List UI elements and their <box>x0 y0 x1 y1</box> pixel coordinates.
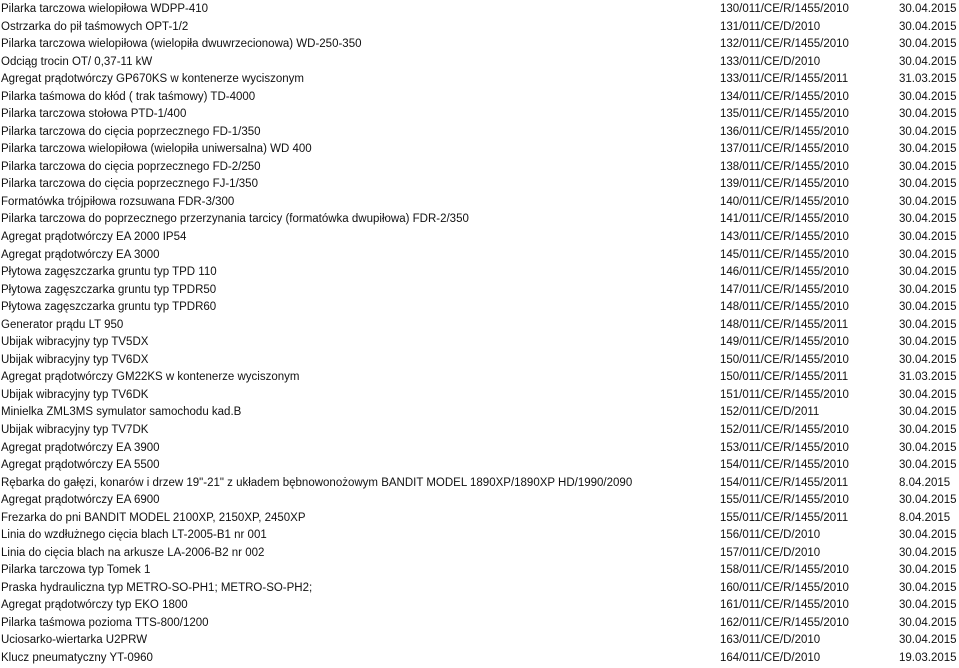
expiry-date: 30.04.2015 <box>899 143 957 156</box>
certificate-number: 158/011/CE/R/1455/2010 <box>720 564 849 577</box>
table-row <box>0 53 959 72</box>
machine-name: Rębarka do gałęzi, konarów i drzew 19"-21" z układem bębnowonożowym BANDIT MODEL 1890XP/1890XP HD/1990/2090 <box>1 476 633 489</box>
machine-name: Linia do cięcia blach na arkusze LA-2006-B2 nr 002 <box>1 546 265 559</box>
certificate-number: 140/011/CE/R/1455/2010 <box>720 195 849 208</box>
table-row <box>0 35 959 54</box>
machine-name: Agregat prądotwórczy GP670KS w kontenerze wyciszonym <box>1 73 304 86</box>
table-row <box>0 614 959 633</box>
table-row <box>0 175 959 194</box>
expiry-date: 30.04.2015 <box>899 616 957 629</box>
table-row <box>0 596 959 615</box>
machine-name: Ubijak wibracyjny typ TV6DK <box>1 388 149 401</box>
machine-name: Pilarka tarczowa do cięcia poprzecznego FJ-1/350 <box>1 178 258 191</box>
table-row <box>0 509 959 528</box>
machine-name: Odciąg trocin OT/ 0,37-11 kW <box>1 55 153 68</box>
machine-name: Praska hydrauliczna typ METRO-SO-PH1; METRO-SO-PH2; <box>1 581 313 594</box>
certificate-number: 130/011/CE/R/1455/2010 <box>720 3 849 15</box>
expiry-date: 8.04.2015 <box>899 476 951 489</box>
table-row <box>0 368 959 387</box>
machine-name: Pilarka tarczowa wielopiłowa (wielopiła uniwersalna) WD 400 <box>1 143 312 156</box>
machine-name: Frezarka do pni BANDIT MODEL 2100XP, 2150XP, 2450XP <box>1 511 306 524</box>
certificate-number: 149/011/CE/R/1455/2010 <box>720 336 849 349</box>
certificate-number: 141/011/CE/R/1455/2010 <box>720 213 849 226</box>
expiry-date: 30.04.2015 <box>899 231 957 244</box>
machine-name: Uciosarko-wiertarka U2PRW <box>1 634 148 647</box>
table-row <box>0 193 959 212</box>
table-row <box>0 0 959 19</box>
expiry-date: 30.04.2015 <box>899 599 957 612</box>
certificate-number: 147/011/CE/R/1455/2010 <box>720 283 849 296</box>
expiry-date: 30.04.2015 <box>899 195 957 208</box>
machine-name: Formatówka trójpiłowa rozsuwana FDR-3/300 <box>1 195 235 208</box>
expiry-date: 30.04.2015 <box>899 406 957 419</box>
machine-name: Pilarka tarczowa wielopiłowa WDPP-410 <box>1 3 209 15</box>
expiry-date: 30.04.2015 <box>899 38 957 51</box>
table-row <box>0 281 959 300</box>
expiry-date: 31.03.2015 <box>899 73 957 86</box>
certificate-number: 161/011/CE/R/1455/2010 <box>720 599 849 612</box>
expiry-date: 30.04.2015 <box>899 388 957 401</box>
expiry-date: 30.04.2015 <box>899 581 957 594</box>
expiry-date: 19.03.2015 <box>899 651 957 664</box>
table-row <box>0 491 959 510</box>
table-row <box>0 474 959 493</box>
expiry-date: 30.04.2015 <box>899 353 957 366</box>
certificate-number: 131/011/CE/D/2010 <box>720 20 821 33</box>
expiry-date: 30.04.2015 <box>899 459 957 472</box>
table-row <box>0 403 959 422</box>
certificate-number: 139/011/CE/R/1455/2010 <box>720 178 849 191</box>
table-row <box>0 439 959 458</box>
expiry-date: 30.04.2015 <box>899 336 957 349</box>
expiry-date: 30.04.2015 <box>899 441 957 454</box>
expiry-date: 31.03.2015 <box>899 371 957 384</box>
machine-name: Pilarka taśmowa pozioma TTS-800/1200 <box>1 616 209 629</box>
table-row <box>0 333 959 352</box>
expiry-date: 30.04.2015 <box>899 494 957 507</box>
machine-name: Agregat prądotwórczy EA 3000 <box>1 248 160 261</box>
machine-name: Linia do wzdłużnego cięcia blach LT-2005-B1 nr 001 <box>1 529 267 542</box>
table-row <box>0 18 959 37</box>
certificate-number: 154/011/CE/R/1455/2011 <box>720 476 849 489</box>
certificate-number: 132/011/CE/R/1455/2010 <box>720 38 849 51</box>
certificate-number: 150/011/CE/R/1455/2011 <box>720 371 849 384</box>
certificate-number: 143/011/CE/R/1455/2010 <box>720 231 849 244</box>
table-row <box>0 105 959 124</box>
certificate-number: 154/011/CE/R/1455/2010 <box>720 459 849 472</box>
expiry-date: 30.04.2015 <box>899 634 957 647</box>
machine-name: Ostrzarka do pił taśmowych OPT-1/2 <box>1 20 189 33</box>
table-row <box>0 421 959 440</box>
expiry-date: 30.04.2015 <box>899 90 957 103</box>
machine-name: Agregat prądotwórczy EA 2000 IP54 <box>1 231 187 244</box>
expiry-date: 30.04.2015 <box>899 55 957 68</box>
table-row <box>0 210 959 229</box>
certificate-number: 162/011/CE/R/1455/2010 <box>720 616 849 629</box>
certificate-number: 160/011/CE/R/1455/2010 <box>720 581 849 594</box>
expiry-date: 30.04.2015 <box>899 160 957 173</box>
table-row <box>0 544 959 563</box>
expiry-date: 30.04.2015 <box>899 178 957 191</box>
certificate-number: 136/011/CE/R/1455/2010 <box>720 125 849 138</box>
machine-name: Generator prądu LT 950 <box>1 318 124 331</box>
certificate-number: 156/011/CE/D/2010 <box>720 529 821 542</box>
machine-name: Pilarka tarczowa do poprzecznego przerzynania tarcicy (formatówka dwupiłowa) FDR-2/350 <box>1 213 469 226</box>
machine-name: Pilarka tarczowa do cięcia poprzecznego FD-1/350 <box>1 125 261 138</box>
machine-name: Agregat prądotwórczy EA 6900 <box>1 494 160 507</box>
machine-name: Płytowa zagęszczarka gruntu typ TPDR60 <box>1 301 217 314</box>
certificate-number: 152/011/CE/R/1455/2010 <box>720 423 849 436</box>
machine-name: Pilarka tarczowa typ Tomek 1 <box>1 564 151 577</box>
table-row <box>0 649 959 668</box>
table-row <box>0 158 959 177</box>
machine-name: Ubijak wibracyjny typ TV6DX <box>1 353 149 366</box>
table-row <box>0 456 959 475</box>
table-row <box>0 70 959 89</box>
expiry-date: 30.04.2015 <box>899 125 957 138</box>
certificate-number: 153/011/CE/R/1455/2010 <box>720 441 849 454</box>
certificate-number: 152/011/CE/D/2011 <box>720 406 820 419</box>
certificate-number: 134/011/CE/R/1455/2010 <box>720 90 849 103</box>
table-row <box>0 298 959 317</box>
certificate-number: 137/011/CE/R/1455/2010 <box>720 143 849 156</box>
expiry-date: 30.04.2015 <box>899 108 957 121</box>
table-row <box>0 386 959 405</box>
expiry-date: 30.04.2015 <box>899 423 957 436</box>
machine-name: Agregat prądotwórczy typ EKO 1800 <box>1 599 188 612</box>
expiry-date: 30.04.2015 <box>899 3 957 15</box>
table-row <box>0 140 959 159</box>
certificate-number: 148/011/CE/R/1455/2010 <box>720 301 849 314</box>
table-row <box>0 246 959 265</box>
expiry-date: 30.04.2015 <box>899 546 957 559</box>
certificate-number: 135/011/CE/R/1455/2010 <box>720 108 849 121</box>
machine-name: Płytowa zagęszczarka gruntu typ TPDR50 <box>1 283 217 296</box>
certificate-number: 133/011/CE/D/2010 <box>720 55 821 68</box>
table-row <box>0 561 959 580</box>
machine-name: Pilarka tarczowa wielopiłowa (wielopiła dwuwrzecionowa) WD-250-350 <box>1 38 362 51</box>
certificate-number: 155/011/CE/R/1455/2011 <box>720 511 849 524</box>
certificate-number: 148/011/CE/R/1455/2011 <box>720 318 849 331</box>
certificate-number: 133/011/CE/R/1455/2011 <box>720 73 849 86</box>
expiry-date: 8.04.2015 <box>899 511 951 524</box>
certificate-number: 145/011/CE/R/1455/2010 <box>720 248 849 261</box>
certificate-number: 163/011/CE/D/2010 <box>720 634 821 647</box>
table-row <box>0 88 959 107</box>
machine-name: Agregat prądotwórczy EA 3900 <box>1 441 160 454</box>
table-row <box>0 579 959 598</box>
machine-name: Klucz pneumatyczny YT-0960 <box>1 651 153 664</box>
expiry-date: 30.04.2015 <box>899 266 957 279</box>
machine-name: Agregat prądotwórczy EA 5500 <box>1 459 160 472</box>
expiry-date: 30.04.2015 <box>899 529 957 542</box>
expiry-date: 30.04.2015 <box>899 301 957 314</box>
expiry-date: 30.04.2015 <box>899 564 957 577</box>
machine-name: Pilarka taśmowa do kłód ( trak taśmowy) TD-4000 <box>1 90 256 103</box>
table-row <box>0 351 959 370</box>
certificate-number: 146/011/CE/R/1455/2010 <box>720 266 849 279</box>
certificate-number: 155/011/CE/R/1455/2010 <box>720 494 849 507</box>
expiry-date: 30.04.2015 <box>899 248 957 261</box>
table-row <box>0 316 959 335</box>
table-row <box>0 228 959 247</box>
certificate-number: 138/011/CE/R/1455/2010 <box>720 160 849 173</box>
machine-name: Płytowa zagęszczarka gruntu typ TPD 110 <box>1 266 217 279</box>
machine-name: Pilarka tarczowa stołowa PTD-1/400 <box>1 108 187 121</box>
machine-name: Ubijak wibracyjny typ TV5DX <box>1 336 149 349</box>
expiry-date: 30.04.2015 <box>899 318 957 331</box>
expiry-date: 30.04.2015 <box>899 20 957 33</box>
expiry-date: 30.04.2015 <box>899 213 957 226</box>
machine-name: Pilarka tarczowa do cięcia poprzecznego FD-2/250 <box>1 160 261 173</box>
machine-name: Ubijak wibracyjny typ TV7DK <box>1 423 149 436</box>
table-row <box>0 526 959 545</box>
certificate-number: 151/011/CE/R/1455/2010 <box>720 388 849 401</box>
table-row <box>0 263 959 282</box>
expiry-date: 30.04.2015 <box>899 283 957 296</box>
table-row <box>0 123 959 142</box>
certificate-number: 157/011/CE/D/2010 <box>720 546 821 559</box>
machine-name: Minielka ZML3MS symulator samochodu kad.B <box>1 406 242 419</box>
table-row <box>0 631 959 650</box>
machine-name: Agregat prądotwórczy GM22KS w kontenerze wyciszonym <box>1 371 300 384</box>
certificate-number: 150/011/CE/R/1455/2010 <box>720 353 849 366</box>
certificate-number: 164/011/CE/D/2010 <box>720 651 821 664</box>
